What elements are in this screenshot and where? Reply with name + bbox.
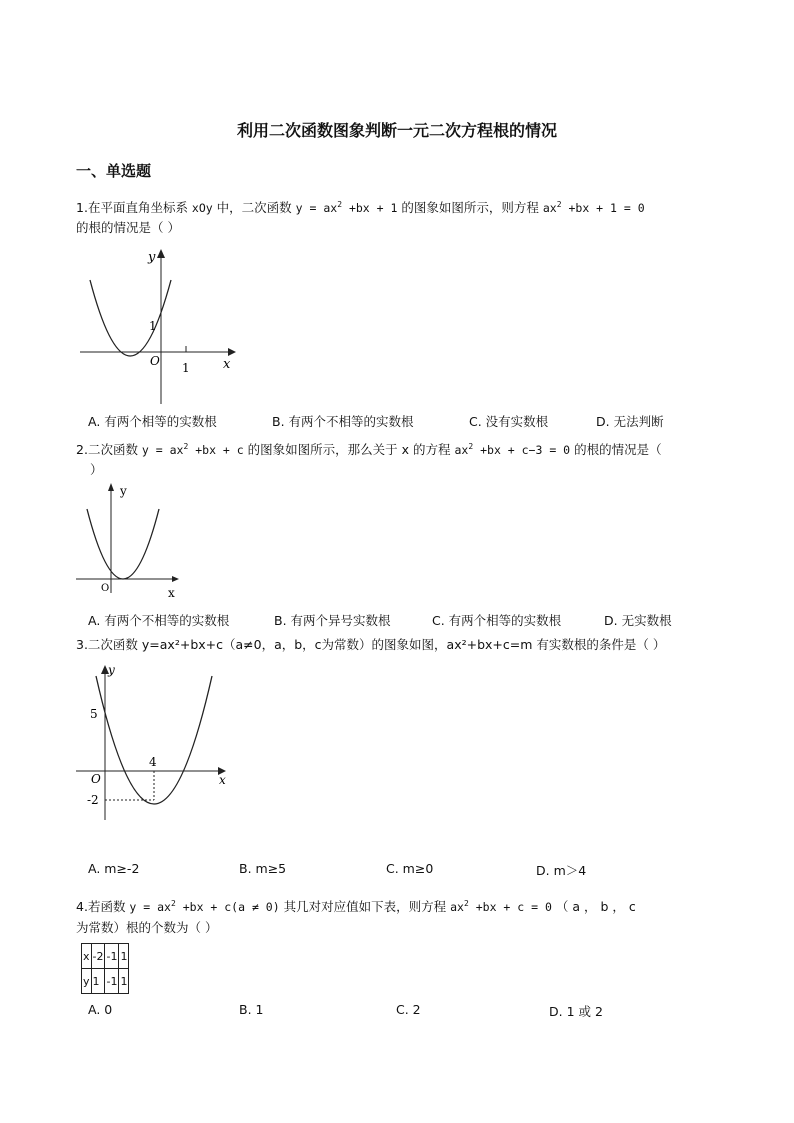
question-text: 二次函数 xyxy=(87,442,142,457)
math-expression: $ax^2 +bx + 1 = 0$ xyxy=(542,200,645,215)
option-d[interactable]: D. 无实数根 xyxy=(604,613,672,628)
math-expression: $ax^2 +bx + c = 0$ xyxy=(450,899,552,914)
math-expression: $y = ax^2 +bx + c(a \ne 0)$ xyxy=(129,899,280,914)
option-d[interactable]: D. 1 或 2 xyxy=(549,1004,603,1019)
y-tick-label: 5 xyxy=(90,707,98,721)
option-a[interactable]: A. 0 xyxy=(88,1002,113,1017)
x-axis-label: x xyxy=(168,586,175,598)
option-b[interactable]: B. 有两个异号实数根 xyxy=(274,613,391,628)
question-1-graph xyxy=(76,246,236,406)
table-cell: y xyxy=(82,969,92,994)
values-table xyxy=(81,943,129,994)
math-expression: $y = ax^2 +bx + c$ xyxy=(141,442,244,457)
question-3-graph xyxy=(76,660,236,820)
table-cell: -1 xyxy=(105,969,119,994)
table-cell: x xyxy=(82,944,92,969)
page-title: 利用二次函数图象判断一元二次方程根的情况 xyxy=(236,121,557,140)
y-tick-label: -2 xyxy=(87,793,99,807)
x-tick-label: 4 xyxy=(149,755,157,769)
x-tick-label: 1 xyxy=(182,361,190,375)
table-cell: 1 xyxy=(119,969,129,994)
question-3-text: 3.二次函数 y=ax²+bx+c（a≠0，a，b，c为常数）的图象如图，ax²+bx+c=m 有实数根的条件是（ ） xyxy=(76,637,666,652)
x-axis-label: x xyxy=(223,357,231,372)
question-4-line-2: 为常数）根的个数为（ ） xyxy=(76,920,218,935)
option-a[interactable]: A. 有两个相等的实数根 xyxy=(88,414,217,429)
question-2-graph xyxy=(76,483,186,598)
option-b[interactable]: B. 有两个不相等的实数根 xyxy=(272,414,414,429)
question-1-line-2: 的根的情况是（ ） xyxy=(76,220,180,235)
option-a[interactable]: A. 有两个不相等的实数根 xyxy=(88,613,230,628)
origin-label: O xyxy=(150,354,160,368)
option-c[interactable]: C. 有两个相等的实数根 xyxy=(432,613,562,628)
question-2-line-1 xyxy=(76,436,662,461)
y-axis-label: y xyxy=(120,484,127,498)
y-tick-label: 1 xyxy=(149,319,157,333)
table-row xyxy=(82,969,129,994)
origin-label: O xyxy=(101,583,110,594)
question-number: 2. xyxy=(76,442,88,457)
y-axis-label: y xyxy=(108,663,115,677)
option-d[interactable]: D. m＞4 xyxy=(536,863,587,878)
question-number: 1. xyxy=(76,200,88,215)
option-c[interactable]: C. m≥0 xyxy=(386,861,434,876)
y-axis-label: y xyxy=(148,250,156,265)
question-text: 中，二次函数 xyxy=(212,200,296,215)
option-d[interactable]: D. 无法判断 xyxy=(596,414,664,429)
question-text: 的图象如图所示，那么关于 x 的方程 xyxy=(243,442,455,457)
origin-label: O xyxy=(91,772,101,786)
math-expression: $y = ax^2 +bx + 1$ xyxy=(295,200,398,215)
question-text: 其几对对应值如下表，则方程 xyxy=(279,899,451,914)
section-heading: 一、单选题 xyxy=(76,162,152,180)
question-text: 在平面直角坐标系 xyxy=(87,200,192,215)
question-1-line-1 xyxy=(76,194,645,219)
question-text: （ a ， b ， c xyxy=(551,899,636,914)
x-axis-label: x xyxy=(219,773,226,787)
math-expression: $ax^2 +bx + c-3 = 0$ xyxy=(454,442,571,457)
option-c[interactable]: C. 没有实数根 xyxy=(469,414,549,429)
question-text: 的根的情况是（ xyxy=(570,442,662,457)
math-expression: xOy xyxy=(191,201,213,215)
option-c[interactable]: C. 2 xyxy=(396,1002,421,1017)
option-b[interactable]: B. m≥5 xyxy=(239,861,287,876)
question-text: 的图象如图所示，则方程 xyxy=(397,200,543,215)
question-4-line-1 xyxy=(76,893,636,918)
option-b[interactable]: B. 1 xyxy=(239,1002,264,1017)
table-row xyxy=(82,944,129,969)
option-a[interactable]: A. m≥-2 xyxy=(88,861,140,876)
table-cell: 1 xyxy=(119,944,129,969)
table-cell: -2 xyxy=(91,944,105,969)
question-2-line-2: ） xyxy=(90,462,103,477)
question-number: 4. xyxy=(76,899,88,914)
question-text: 若函数 xyxy=(87,899,130,914)
table-cell: -1 xyxy=(105,944,119,969)
table-cell: 1 xyxy=(91,969,105,994)
